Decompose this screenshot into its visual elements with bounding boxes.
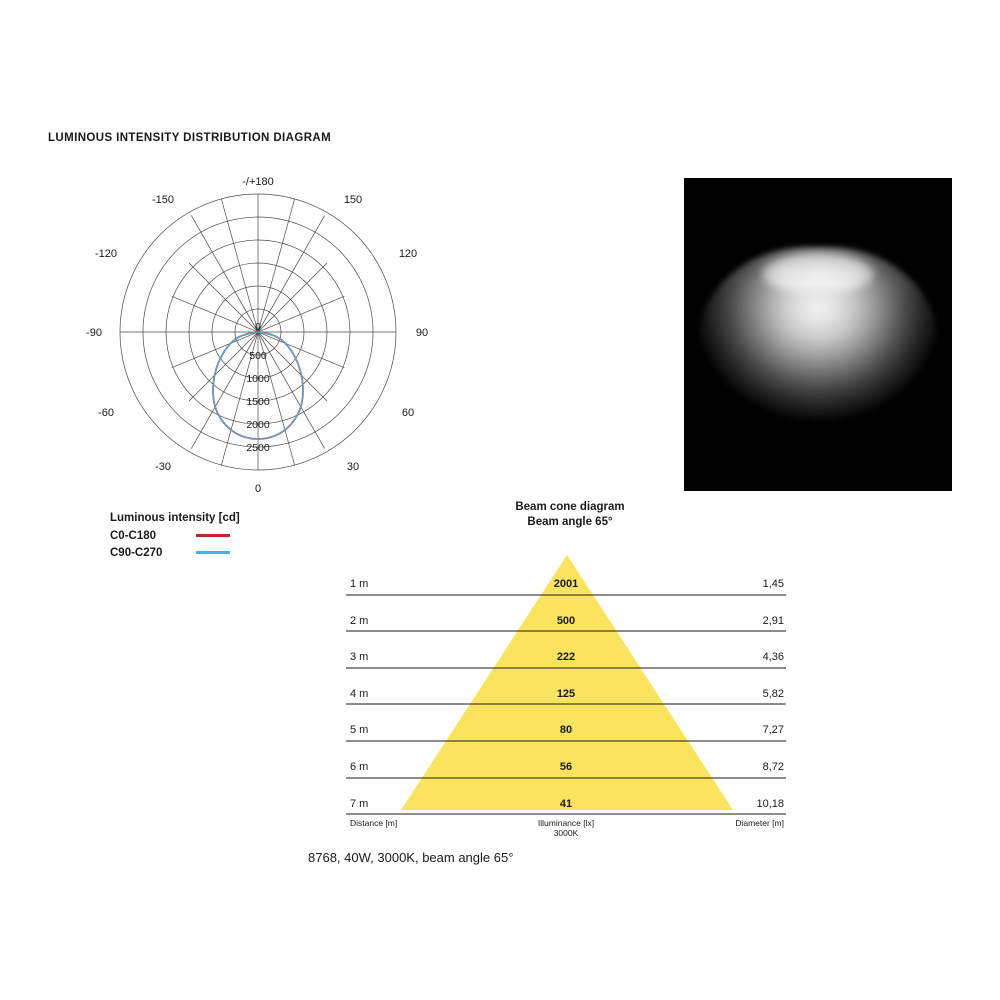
beam-row-distance: 2 m (350, 615, 369, 627)
beam-angle-subtitle: Beam angle 65° (527, 516, 613, 528)
light-beam-photo (684, 178, 952, 491)
polar-ring-label-500: 500 (249, 350, 267, 362)
beam-row-distance: 5 m (350, 724, 369, 736)
beam-cone-heading (430, 500, 710, 530)
chart-legend (110, 512, 240, 561)
legend-label-c0-c180: C0-C180 (110, 529, 157, 542)
polar-angle-label-0: 0 (254, 483, 262, 495)
column-header-diameter: Diameter [m] (735, 818, 784, 828)
luminous-intensity-polar-chart (70, 165, 470, 505)
beam-row-illuminance: 2001 (553, 578, 579, 590)
beam-row-diameter: 8,72 (762, 761, 784, 773)
beam-row-distance: 7 m (350, 798, 369, 810)
polar-angle-label-m120: -120 (94, 248, 118, 260)
beam-row-distance: 6 m (350, 761, 369, 773)
page-title: LUMINOUS INTENSITY DISTRIBUTION DIAGRAM (48, 132, 332, 144)
beam-row-illuminance: 500 (556, 615, 576, 627)
legend-swatch-c0-c180 (196, 534, 230, 537)
beam-row-illuminance: 222 (556, 651, 576, 663)
beam-row-distance: 1 m (350, 578, 369, 590)
legend-title: Luminous intensity [cd] (110, 512, 240, 524)
legend-label-c90-c270: C90-C270 (110, 546, 163, 559)
legend-swatch-c90-c270 (196, 551, 230, 554)
beam-hotspot (762, 253, 874, 295)
legend-item-c90-c270 (110, 544, 240, 561)
polar-angle-label-150: 150 (343, 194, 363, 206)
beam-row-illuminance: 56 (559, 761, 573, 773)
polar-ring-label-1500: 1500 (246, 396, 270, 408)
polar-center-label: 0 (255, 321, 261, 333)
polar-chart-svg (70, 165, 470, 505)
polar-angle-label-m150: -150 (151, 194, 175, 206)
beam-cone-diagram (346, 550, 786, 835)
beam-cone-axis-labels (346, 818, 786, 844)
polar-angle-label-60: 60 (401, 407, 415, 419)
beam-row-diameter: 5,82 (762, 688, 784, 700)
polar-angle-label-90: 90 (415, 327, 429, 339)
beam-row-distance: 4 m (350, 688, 369, 700)
polar-ring-label-1000: 1000 (246, 373, 270, 385)
beam-row-distance: 3 m (350, 651, 369, 663)
polar-angle-label-m30: -30 (155, 461, 171, 473)
beam-row-illuminance: 80 (559, 724, 573, 736)
polar-angle-label-m90: -90 (86, 327, 102, 339)
polar-ring-label-2500: 2500 (246, 442, 270, 454)
beam-cone-title: Beam cone diagram (515, 501, 625, 513)
legend-item-c0-c180 (110, 527, 240, 544)
beam-row-diameter: 10,18 (756, 798, 784, 810)
beam-row-illuminance: 125 (556, 688, 576, 700)
polar-angle-label-180: -/+180 (242, 176, 274, 188)
beam-row-diameter: 4,36 (762, 651, 784, 663)
column-header-illuminance: Illuminance [lx] (537, 818, 595, 828)
beam-row-diameter: 1,45 (762, 578, 784, 590)
beam-row-illuminance: 41 (559, 798, 573, 810)
beam-row-diameter: 7,27 (762, 724, 784, 736)
polar-angle-label-120: 120 (398, 248, 418, 260)
polar-ring-label-2000: 2000 (246, 419, 270, 431)
polar-angle-label-30: 30 (346, 461, 360, 473)
column-header-distance: Distance [m] (350, 818, 398, 828)
column-header-illuminance-cct: 3000K (553, 828, 579, 838)
product-caption: 8768, 40W, 3000K, beam angle 65° (308, 850, 514, 865)
beam-row-diameter: 2,91 (762, 615, 784, 627)
polar-angle-label-m60: -60 (98, 407, 114, 419)
